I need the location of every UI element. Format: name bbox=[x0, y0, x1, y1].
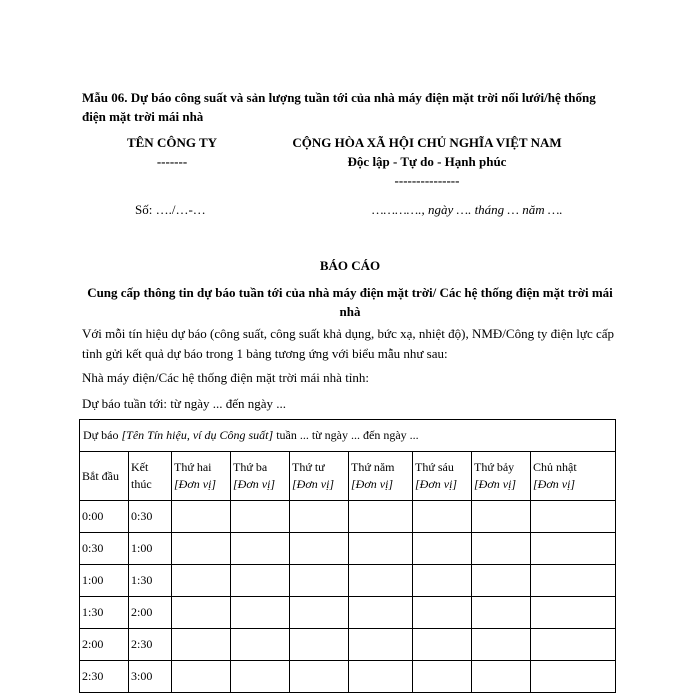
day-label: Thứ hai bbox=[174, 460, 212, 474]
republic-name: CỘNG HÒA XÃ HỘI CHỦ NGHĨA VIỆT NAM bbox=[292, 135, 562, 150]
header-day bbox=[172, 452, 231, 501]
unit-label: [Đơn vị] bbox=[533, 477, 576, 491]
value-cell[interactable] bbox=[413, 501, 472, 533]
motto: Độc lập - Tự do - Hạnh phúc bbox=[347, 154, 507, 169]
day-label: Thứ sáu bbox=[415, 460, 454, 474]
document-number: Số: …./…-… bbox=[135, 202, 206, 217]
unit-label: [Đơn vị] bbox=[351, 477, 394, 491]
value-cell[interactable] bbox=[531, 533, 616, 565]
value-cell[interactable] bbox=[472, 533, 531, 565]
value-cell[interactable] bbox=[231, 565, 290, 597]
table-header-row bbox=[80, 452, 616, 501]
row-start: 1:30 bbox=[80, 597, 129, 629]
row-start: 2:30 bbox=[80, 661, 129, 693]
report-title: BÁO CÁO bbox=[319, 258, 381, 273]
value-cell[interactable] bbox=[290, 661, 349, 693]
company-name: TÊN CÔNG TY bbox=[126, 135, 218, 150]
unit-label: [Đơn vị] bbox=[415, 477, 458, 491]
value-cell[interactable] bbox=[172, 501, 231, 533]
table-row bbox=[80, 629, 616, 661]
value-cell[interactable] bbox=[290, 501, 349, 533]
table-row bbox=[80, 565, 616, 597]
value-cell[interactable] bbox=[531, 629, 616, 661]
value-cell[interactable] bbox=[231, 501, 290, 533]
day-label: Thứ bảy bbox=[474, 460, 515, 474]
republic-header bbox=[272, 133, 582, 190]
day-label: Thứ tư bbox=[292, 460, 325, 474]
value-cell[interactable] bbox=[472, 565, 531, 597]
value-cell[interactable] bbox=[349, 629, 413, 661]
row-start: 0:00 bbox=[80, 501, 129, 533]
day-label: Thứ ba bbox=[233, 460, 268, 474]
value-cell[interactable] bbox=[290, 565, 349, 597]
value-cell[interactable] bbox=[349, 501, 413, 533]
value-cell[interactable] bbox=[472, 501, 531, 533]
header-day bbox=[349, 452, 413, 501]
header-day bbox=[231, 452, 290, 501]
row-end: 2:00 bbox=[129, 597, 172, 629]
header-end: Kết thúc bbox=[129, 452, 172, 501]
row-start: 0:30 bbox=[80, 533, 129, 565]
header-day bbox=[290, 452, 349, 501]
row-end: 0:30 bbox=[129, 501, 172, 533]
header-day bbox=[472, 452, 531, 501]
table-caption-row bbox=[80, 420, 616, 452]
value-cell[interactable] bbox=[349, 661, 413, 693]
value-cell[interactable] bbox=[472, 629, 531, 661]
value-cell[interactable] bbox=[531, 597, 616, 629]
value-cell[interactable] bbox=[231, 629, 290, 661]
value-cell[interactable] bbox=[172, 565, 231, 597]
unit-label: [Đơn vị] bbox=[474, 477, 517, 491]
unit-label: [Đơn vị] bbox=[233, 477, 276, 491]
header-day bbox=[413, 452, 472, 501]
paragraph-week: Dự báo tuần tới: từ ngày ... đến ngày ... bbox=[82, 396, 287, 411]
unit-label: [Đơn vị] bbox=[292, 477, 335, 491]
value-cell[interactable] bbox=[290, 597, 349, 629]
value-cell[interactable] bbox=[231, 533, 290, 565]
motto-rule: --------------- bbox=[394, 173, 460, 188]
value-cell[interactable] bbox=[349, 597, 413, 629]
value-cell[interactable] bbox=[290, 629, 349, 661]
row-end: 1:30 bbox=[129, 565, 172, 597]
value-cell[interactable] bbox=[413, 597, 472, 629]
value-cell[interactable] bbox=[349, 565, 413, 597]
paragraph-instructions: Với mỗi tín hiệu dự báo (công suất, công suất khả dụng, bức xạ, nhiệt độ), NMĐ/Công ty điện lực cấp tỉnh gửi kết quả dự báo trong 1 bảng tương ứng với biểu mẫu như sau: bbox=[82, 326, 615, 361]
row-start: 1:00 bbox=[80, 565, 129, 597]
forecast-table bbox=[79, 419, 616, 693]
form-title: Mẫu 06. Dự báo công suất và sản lượng tuần tới của nhà máy điện mặt trời nối lưới/hệ thống điện mặt trời mái nhà bbox=[82, 90, 596, 124]
company-rule: ------- bbox=[156, 154, 188, 169]
value-cell[interactable] bbox=[172, 533, 231, 565]
value-cell[interactable] bbox=[472, 597, 531, 629]
day-label: Chủ nhật bbox=[533, 460, 577, 474]
value-cell[interactable] bbox=[172, 629, 231, 661]
value-cell[interactable] bbox=[531, 501, 616, 533]
table-caption bbox=[80, 420, 616, 452]
header-day bbox=[531, 452, 616, 501]
value-cell[interactable] bbox=[413, 533, 472, 565]
row-start: 2:00 bbox=[80, 629, 129, 661]
table-row bbox=[80, 533, 616, 565]
value-cell[interactable] bbox=[413, 565, 472, 597]
row-end: 3:00 bbox=[129, 661, 172, 693]
value-cell[interactable] bbox=[413, 661, 472, 693]
paragraph-plant: Nhà máy điện/Các hệ thống điện mặt trời mái nhà tỉnh: bbox=[82, 370, 370, 385]
value-cell[interactable] bbox=[172, 661, 231, 693]
caption-prefix: Dự báo bbox=[83, 428, 122, 442]
value-cell[interactable] bbox=[290, 533, 349, 565]
value-cell[interactable] bbox=[413, 629, 472, 661]
value-cell[interactable] bbox=[472, 661, 531, 693]
day-label: Thứ năm bbox=[351, 460, 395, 474]
unit-label: [Đơn vị] bbox=[174, 477, 217, 491]
header-start: Bắt đầu bbox=[80, 452, 129, 501]
document-date: …………., ngày …. tháng … năm …. bbox=[372, 202, 563, 217]
value-cell[interactable] bbox=[531, 661, 616, 693]
company-header bbox=[92, 133, 252, 171]
value-cell[interactable] bbox=[231, 597, 290, 629]
row-end: 2:30 bbox=[129, 629, 172, 661]
value-cell[interactable] bbox=[172, 597, 231, 629]
row-end: 1:00 bbox=[129, 533, 172, 565]
caption-suffix: tuần ... từ ngày ... đến ngày ... bbox=[273, 428, 419, 442]
value-cell[interactable] bbox=[349, 533, 413, 565]
table-row bbox=[80, 501, 616, 533]
value-cell[interactable] bbox=[231, 661, 290, 693]
report-subtitle: Cung cấp thông tin dự báo tuần tới của nhà máy điện mặt trời/ Các hệ thống điện mặt trời mái nhà bbox=[87, 285, 613, 319]
caption-signal: [Tên Tín hiệu, ví dụ Công suất] bbox=[121, 428, 274, 442]
value-cell[interactable] bbox=[531, 565, 616, 597]
table-row bbox=[80, 597, 616, 629]
table-row bbox=[80, 661, 616, 693]
